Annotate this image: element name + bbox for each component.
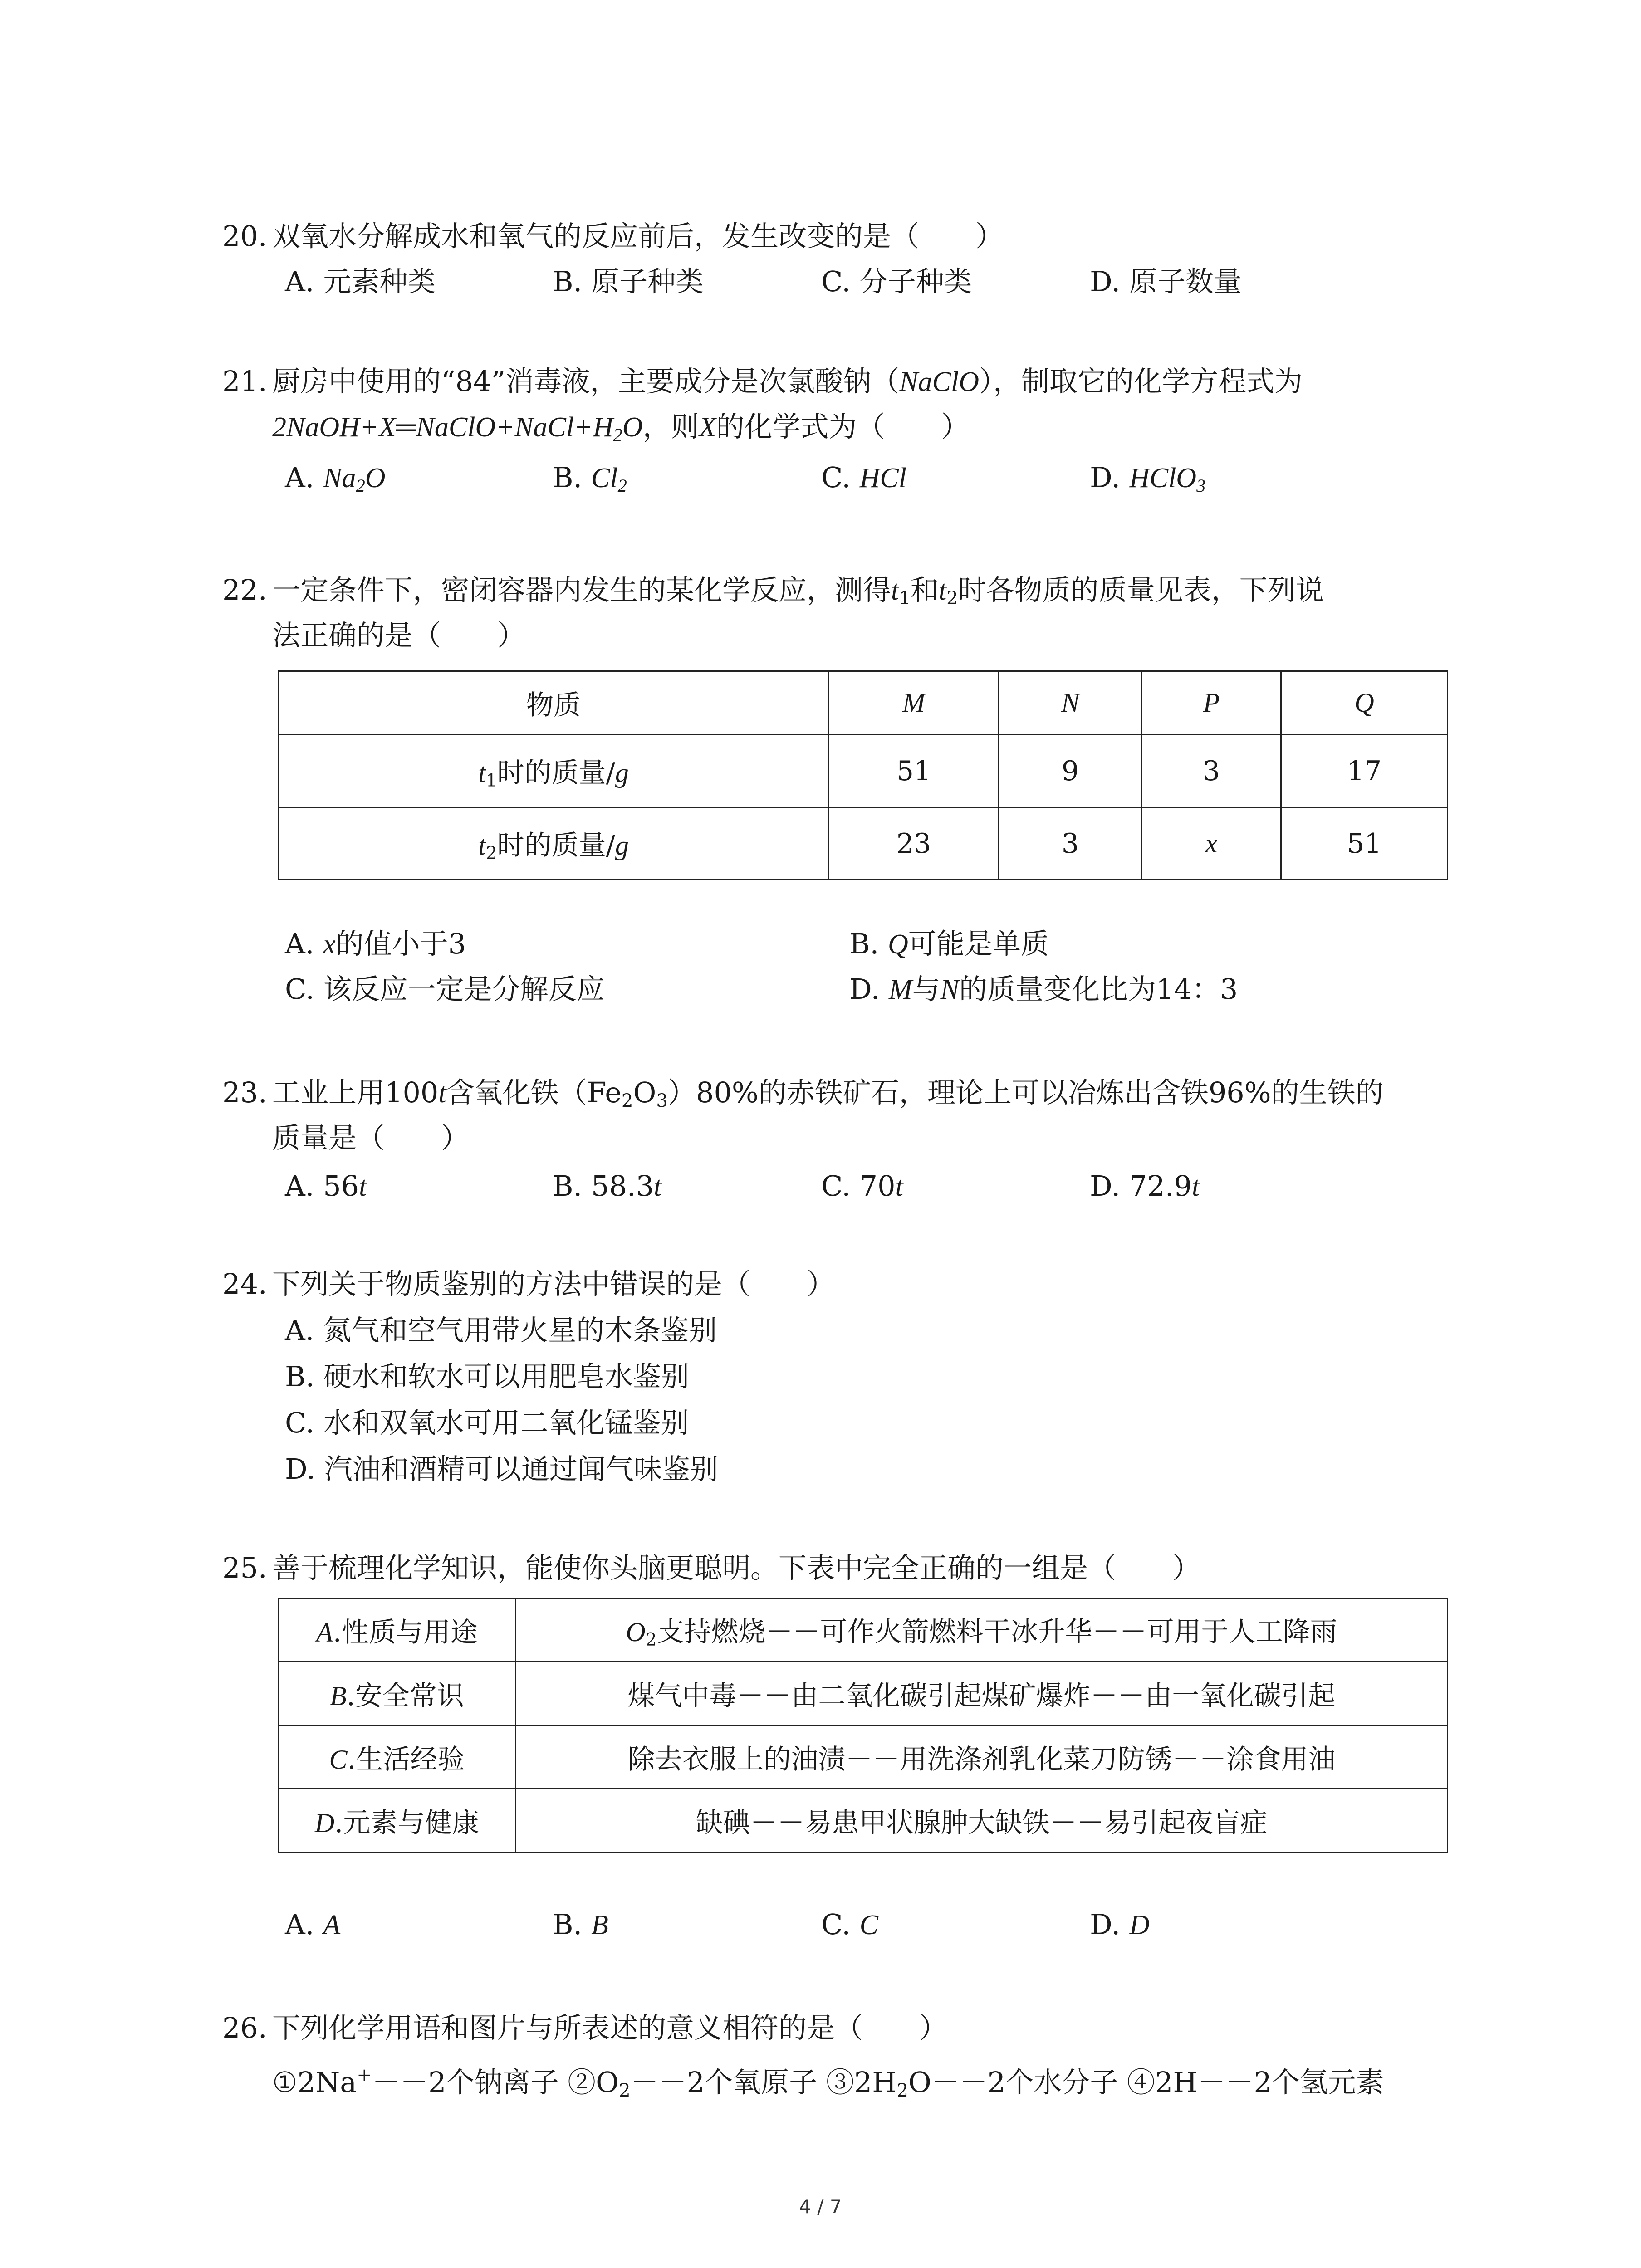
option-d: D. 汽油和酒精可以通过闻气味鉴别 (285, 1452, 718, 1486)
option-c: C. 水和双氧水可用二氧化锰鉴别 (285, 1406, 689, 1439)
question-number: 20. (222, 220, 267, 253)
option-b: B. 58.3t (553, 1169, 662, 1202)
question-stem: 下列化学用语和图片与所表述的意义相符的是（ ） (272, 2011, 948, 2044)
table-row-label-t2: $t_2$时的质量/g (279, 807, 829, 880)
option-a: A. 元素种类 (285, 265, 436, 298)
question-number: 26. (222, 2011, 267, 2044)
option-a: A. 56t (285, 1169, 367, 1202)
mass-table (278, 670, 1448, 880)
option-b: B. $Cl_2$ (553, 461, 627, 496)
option-b: B. Q可能是单质 (849, 927, 1049, 960)
question-number: 24. (222, 1267, 267, 1300)
option-c: C. 该反应一定是分解反应 (285, 973, 605, 1006)
option-d: D. 原子数量 (1090, 265, 1242, 298)
knowledge-table (278, 1598, 1448, 1853)
option-a: A. x的值小于3 (285, 927, 466, 960)
table-header-q: Q (1281, 671, 1448, 735)
question-stem: 善于梳理化学知识，能使你头脑更聪明。下表中完全正确的一组是（ ） (272, 1551, 1201, 1584)
option-c: C. 分子种类 (821, 265, 972, 298)
table-cell: 缺碘－－易患甲状腺肿大缺铁－－易引起夜盲症 (516, 1789, 1448, 1853)
question-stem-line-2: 法正确的是（ ） (272, 619, 526, 652)
table-cell: 3 (1142, 735, 1281, 807)
option-d: D. M与N的质量变化比为14：3 (849, 973, 1238, 1006)
option-c: C. C (821, 1908, 879, 1941)
option-b: B. 硬水和软水可以用肥皂水鉴别 (285, 1360, 689, 1393)
question-stem-line-1: 厨房中使用的“84”消毒液，主要成分是次氯酸钠（NaClO），制取它的化学方程式为 (272, 365, 1303, 398)
table-cell: 17 (1281, 735, 1448, 807)
option-d: D. D (1090, 1908, 1150, 1941)
table-row-label-c: C.生活经验 (279, 1725, 516, 1789)
question-number: 21. (222, 365, 267, 398)
table-cell: x (1142, 807, 1281, 880)
question-stem-line-1: 一定条件下，密闭容器内发生的某化学反应，测得$t_1$和$t_2$时各物质的质量见表，下列说 (272, 573, 1324, 609)
option-a: A. A (285, 1908, 341, 1941)
table-cell: 9 (999, 735, 1142, 807)
question-stem-line-2: 质量是（ ） (272, 1121, 470, 1154)
option-a: A. $Na_2O$ (285, 461, 386, 496)
question-stem-line-2: $2NaOH+X═NaClO+NaCl+H_2O$，则X的化学式为（ ） (272, 410, 970, 445)
table-cell: 除去衣服上的油渍－－用洗涤剂乳化菜刀防锈－－涂食用油 (516, 1725, 1448, 1789)
table-row-label-b: B.安全常识 (279, 1662, 516, 1725)
table-header-n: N (999, 671, 1142, 735)
option-b: B. 原子种类 (553, 265, 704, 298)
question-stem: 下列关于物质鉴别的方法中错误的是（ ） (272, 1267, 835, 1300)
table-cell: 51 (1281, 807, 1448, 880)
table-row-label-d: D.元素与健康 (279, 1789, 516, 1853)
question-stem: 双氧水分解成水和氧气的反应前后，发生改变的是（ ） (272, 220, 1004, 253)
table-row-label-a: A.性质与用途 (279, 1598, 516, 1662)
table-cell: 3 (999, 807, 1142, 880)
question-statements: ①2Na+－－2个钠离子 $②O_2--2$个氧原子 $③2H_2O--2$个水分子 ④2H－－2个氢元素 (272, 2064, 1384, 2102)
table-header-m: M (829, 671, 999, 735)
option-b: B. B (553, 1908, 608, 1941)
table-cell: $O_2$支持燃烧－－可作火箭燃料干冰升华－－可用于人工降雨 (516, 1598, 1448, 1662)
option-d: D. HClO$_3$ (1090, 461, 1206, 496)
question-number: 23. (222, 1076, 267, 1109)
page-number: 4 / 7 (799, 2195, 842, 2218)
question-stem-line-1: 工业上用100t含氧化铁$(Fe_2O_3)80\%$的赤铁矿石，理论上可以冶炼出含铁96%的生铁的 (272, 1076, 1384, 1112)
table-cell: 51 (829, 735, 999, 807)
table-cell: 23 (829, 807, 999, 880)
table-row-label-t1: $t_1$时的质量/g (279, 735, 829, 807)
option-c: C. 70t (821, 1169, 903, 1202)
option-d: D. 72.9t (1090, 1169, 1200, 1202)
table-cell: 煤气中毒－－由二氧化碳引起煤矿爆炸－－由一氧化碳引起 (516, 1662, 1448, 1725)
table-header-substance: 物质 (279, 671, 829, 735)
question-number: 22. (222, 573, 267, 606)
option-a: A. 氮气和空气用带火星的木条鉴别 (285, 1314, 717, 1347)
question-number: 25. (222, 1551, 267, 1584)
option-c: C. HCl (821, 461, 907, 494)
table-header-p: P (1142, 671, 1281, 735)
